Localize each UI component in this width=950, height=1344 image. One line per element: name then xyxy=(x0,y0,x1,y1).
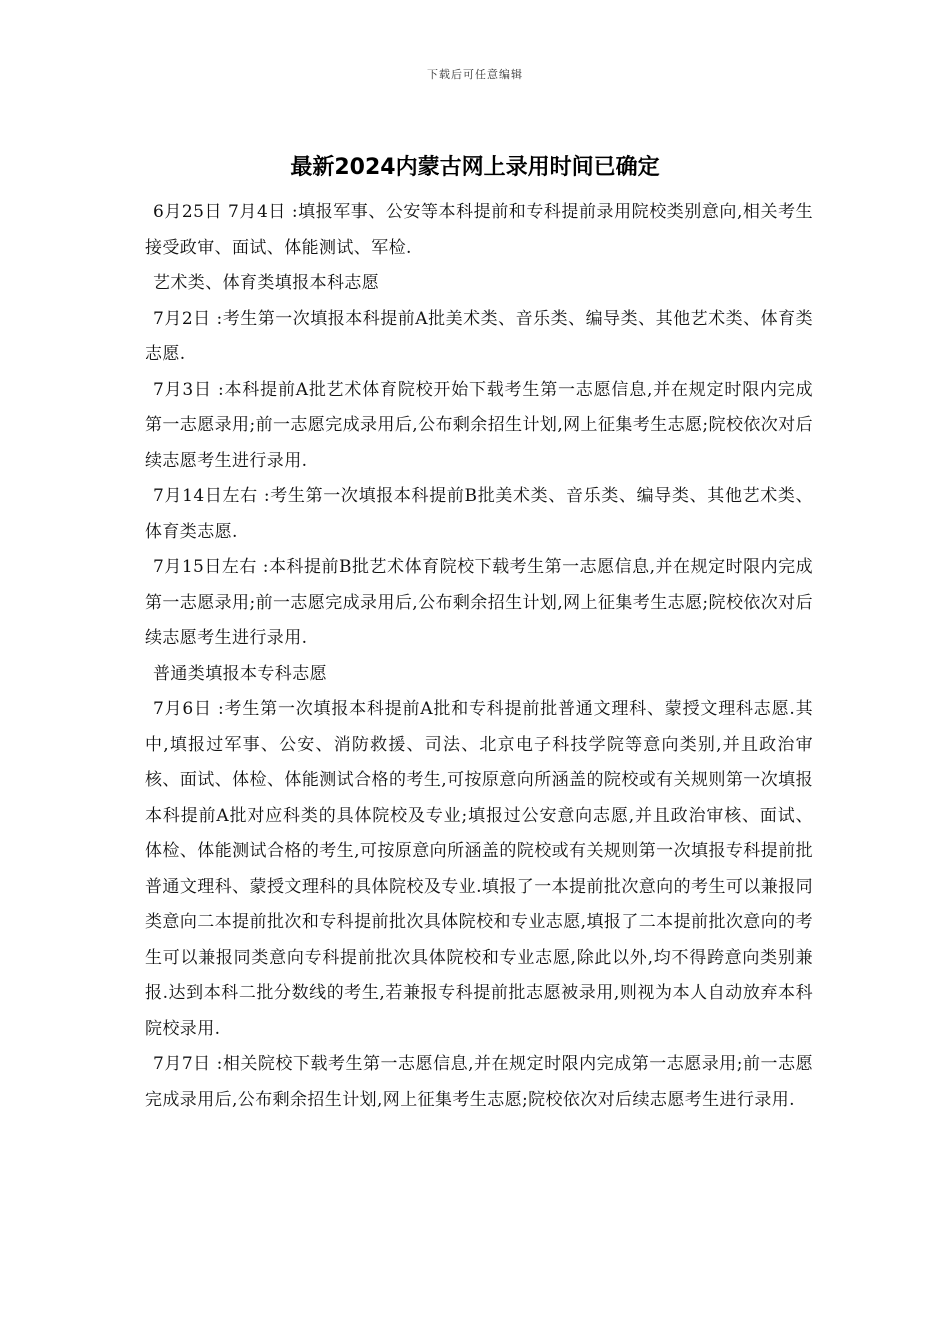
section-heading-general: 普通类填报本专科志愿 xyxy=(153,663,327,684)
document-body xyxy=(145,195,813,1118)
paragraph-july-2: 7月2日 :考生第一次填报本科提前A批美术类、音乐类、编导类、其他艺术类、体育类志愿. xyxy=(145,308,813,364)
section-heading-arts-sports: 艺术类、体育类填报本科志愿 xyxy=(153,273,380,293)
paragraph-july-14: 7月14日左右 :考生第一次填报本科提前B批美术类、音乐类、编导类、其他艺术类、体育类志愿. xyxy=(145,486,813,542)
paragraph-july-7: 7月7日 :相关院校下载考生第一志愿信息,并在规定时限内完成第一志愿录用;前一志愿完成录用后,公布剩余招生计划,网上征集考生志愿;院校依次对后续志愿考生进行录用. xyxy=(145,1054,813,1110)
paragraph-july-15: 7月15日左右 :本科提前B批艺术体育院校下载考生第一志愿信息,并在规定时限内完成第一志愿录用;前一志愿完成录用后,公布剩余招生计划,网上征集考生志愿;院校依次对后续志愿考生进行录用. xyxy=(145,557,813,648)
paragraph-intent-schedule: 6月25日 7月4日 :填报军事、公安等本科提前和专科提前录用院校类别意向,相关考生接受政审、面试、体能测试、军检. xyxy=(145,202,813,258)
paragraph-july-6: 7月6日 :考生第一次填报本科提前A批和专科提前批普通文理科、蒙授文理科志愿.其中,填报过军事、公安、消防救援、司法、北京电子科技学院等意向类别,并且政治审核、面试、体检、体能测试合格的考生,可按原意向所涵盖的院校或有关规则第一次填报本科提前A批对应科类的具体院校及专业;填报过公安意向志愿,并且政治审核、面试、体检、体能测试合格的考生,可按原意向所涵盖的院校或有关规则第一次填报专科提前批普通文理科、蒙授文理科的具体院校及专业.填报了一本提前批次意向的考生可以兼报同类意向二本提前批次和专科提前批次具体院校和专业志愿,填报了二本提前批次意向的考生可以兼报同类意向专科提前批次具体院校和专业志愿,除此以外,均不得跨意向类别兼报.达到本科二批分数线的考生,若兼报专科提前批志愿被录用,则视为本人自动放弃本科院校录用. xyxy=(145,699,813,1039)
document-title: 最新2024内蒙古网上录用时间已确定 xyxy=(290,155,660,180)
header-note: 下载后可任意编辑 xyxy=(427,68,523,81)
paragraph-july-3: 7月3日 :本科提前A批艺术体育院校开始下载考生第一志愿信息,并在规定时限内完成第一志愿录用;前一志愿完成录用后,公布剩余招生计划,网上征集考生志愿;院校依次对后续志愿考生进行录用. xyxy=(145,379,813,471)
